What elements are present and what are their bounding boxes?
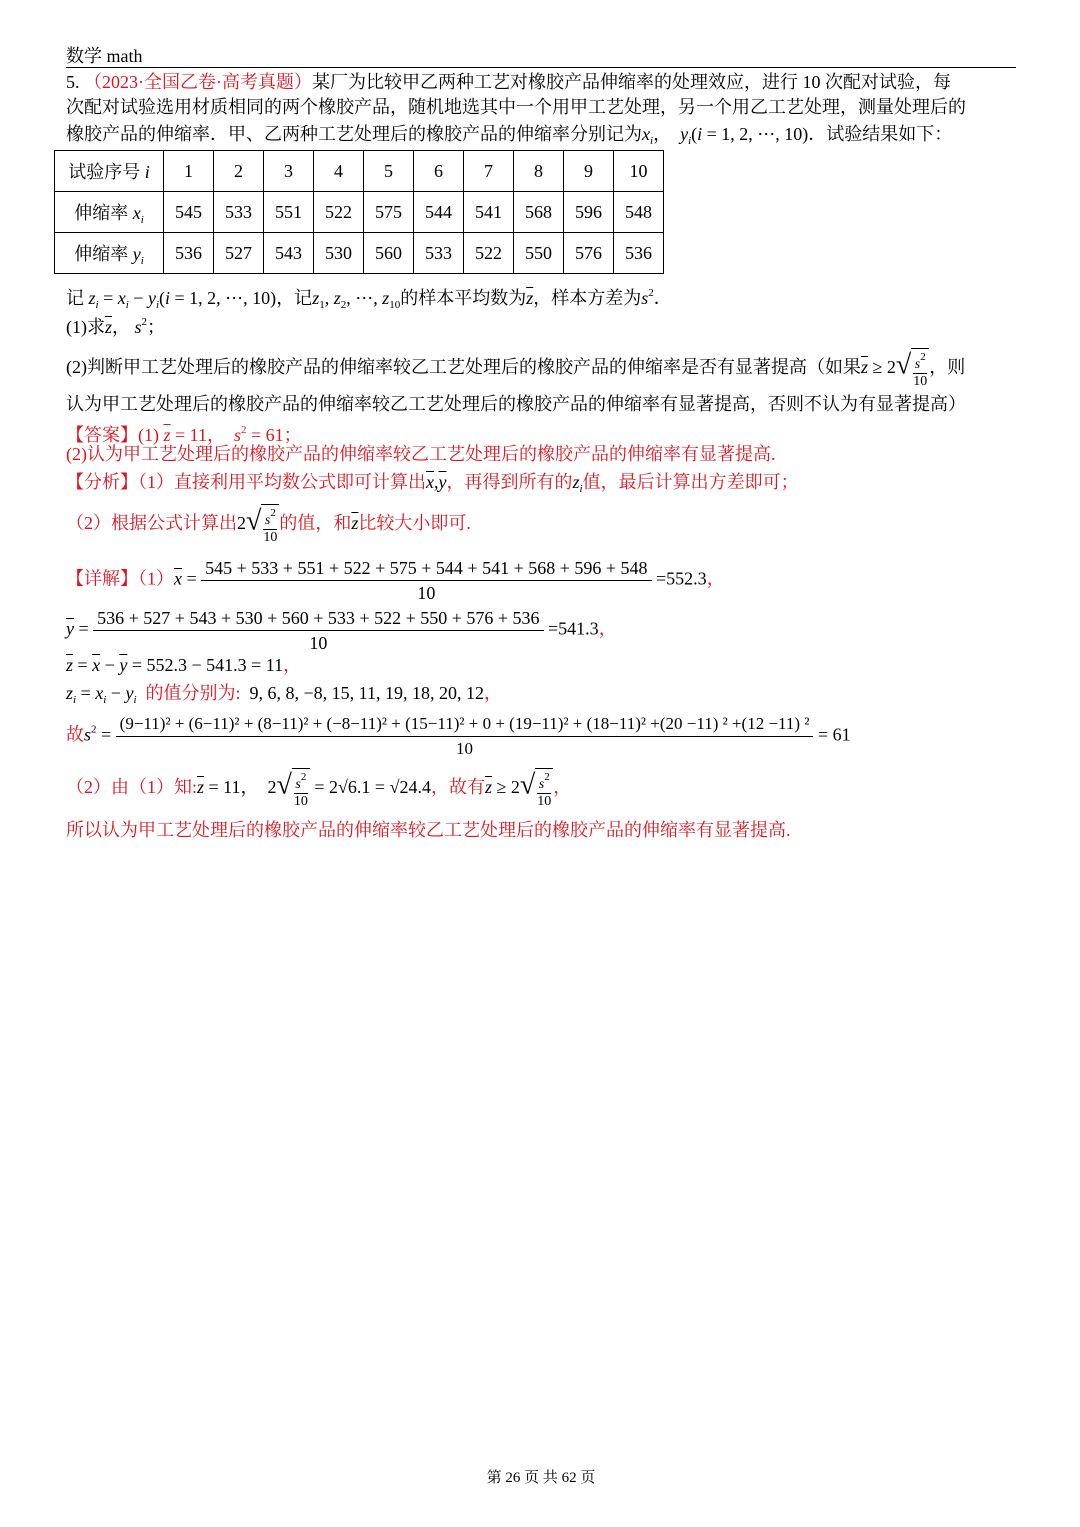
table-cell: 1 — [164, 151, 214, 192]
detail-z-mean: $\overline{z} = \overline{x} - \overline{y} = 552.3 - 541.3 = 11$， — [66, 655, 302, 675]
table-cell: 522 — [314, 192, 364, 233]
table-cell: 536 — [164, 233, 214, 274]
page-footer: 第 26 页 共 62 页 — [486, 1470, 596, 1486]
conclusion-line: 所以认为甲工艺处理后的橡胶产品的伸缩率较乙工艺处理后的橡胶产品的伸缩率有显著提高. — [66, 820, 791, 840]
table-cell: 530 — [314, 233, 364, 274]
table-cell: 551 — [264, 192, 314, 233]
subject-header: 数学 math — [66, 46, 143, 66]
table-row — [55, 192, 664, 233]
table-cell: 6 — [414, 151, 464, 192]
table-cell: 7 — [464, 151, 514, 192]
problem-text-1: 某厂为比较甲乙两种工艺对橡胶产品伸缩率的处理效应，进行 10 次配对试验，每 — [312, 72, 951, 92]
detail-y-mean: $\overline{y}$ = $\frac{536 + 527 + 543 + 530 + 560 + 533 + 522 + 550 + 576 + 536}{10}$ =541.3， — [66, 608, 617, 653]
table-cell: 533 — [214, 192, 264, 233]
table-cell: 548 — [614, 192, 664, 233]
experiment-table — [54, 150, 664, 274]
row-header-index: 试验序号 i — [55, 151, 164, 192]
table-cell: 8 — [514, 151, 564, 192]
question-1: (1)求$\overline{z}$， $s^2$； — [66, 316, 166, 337]
question-2-line-2: 认为甲工艺处理后的橡胶产品的伸缩率较乙工艺处理后的橡胶产品的伸缩率有显著提高，否则不认为有显著提高） — [66, 394, 966, 414]
table-cell: 560 — [364, 233, 414, 274]
document-page — [66, 0, 1016, 1527]
table-cell: 545 — [164, 192, 214, 233]
problem-line-2: 次配对试验选用材质相同的两个橡胶产品，随机地选其中一个用甲工艺处理，另一个用乙工艺处理，测量处理后的 — [66, 97, 966, 117]
analysis-label: 【分析】 — [66, 472, 138, 492]
table-cell: 527 — [214, 233, 264, 274]
definition-line: 记 $z_i = x_i - y_i(i = 1$, 2, ⋯, 10)，记$z_1$, $z_2$, ⋯, $z_{10}$的样本平均数为$\overline{z}$，样本方差为$s^2$． — [66, 287, 672, 311]
header-divider — [66, 67, 1016, 68]
detail-x-mean: 【详解】$(1)\overline{x}$ = $\frac{545 + 533 + 551 + 522 + 575 + 544 + 541 + 568 + 596 + 548}{10}$ =552.3， — [66, 558, 725, 603]
detail-z-values: $z_i = x_i - y_i$ 的值分别为: 9, 6, 8, −8, 15, 11, 19, 18, 20, 12， — [66, 683, 503, 706]
table-cell: 5 — [364, 151, 414, 192]
detail-variance: 故$s^2$ = (9−11)² + (6−11)² + (8−11)² + (−8−11)² + (15−11)² + 0 + (19−11)² + (18−11)² +(20 −11) ² +(12 −11) ² 10 = 61 — [66, 714, 851, 758]
table-cell: 543 — [264, 233, 314, 274]
table-cell: 10 — [614, 151, 664, 192]
table-cell: 544 — [414, 192, 464, 233]
row-header-y: 伸缩率 $y_i$ — [55, 233, 164, 274]
table-cell: 568 — [514, 192, 564, 233]
table-cell: 575 — [364, 192, 414, 233]
table-cell: 3 — [264, 151, 314, 192]
question-2-line-1: (2)判断甲工艺处理后的橡胶产品的伸缩率较乙工艺处理后的橡胶产品的伸缩率是否有显著提高（如果$\overline{z} \ge 2√$ $\frac{s^2}{10}$ ，则 — [66, 349, 966, 389]
table-cell: 9 — [564, 151, 614, 192]
table-cell: 541 — [464, 192, 514, 233]
table-cell: 4 — [314, 151, 364, 192]
problem-line-3: 橡胶产品的伸缩率．甲、乙两种工艺处理后的橡胶产品的伸缩率分别记为$x_i$， $y_i(i = 1$, 2, ⋯, 10)．试验结果如下： — [66, 124, 953, 147]
table-cell: 550 — [514, 233, 564, 274]
problem-line-1 — [66, 70, 951, 94]
problem-source: （2023·全国乙卷·高考真题） — [84, 72, 312, 92]
problem-number: 5. — [66, 72, 80, 92]
analysis-line-2: （2）根据公式计算出2√ $\frac{s^2}{10}$ 的值，和$\overline{z}$比较大小即可. — [66, 505, 471, 545]
table-cell: 596 — [564, 192, 614, 233]
detail-step-2: （2）由（1）知$:\overline{z} = 11$， 2√ $\frac{s^2}{10}$ = 2√6.1 = √24.4，故有$\overline{z} \ge 2√$ $\frac{s^2}{10}$ ， — [66, 769, 572, 809]
analysis-line-1: 【分析】（1）直接利用平均数公式即可计算出$\overline{x},\overline{y}$，再得到所有的$z_i$值，最后计算出方差即可； — [66, 472, 799, 495]
table-cell: 576 — [564, 233, 614, 274]
table-cell: 536 — [614, 233, 664, 274]
answer-line-2: (2)认为甲工艺处理后的橡胶产品的伸缩率较乙工艺处理后的橡胶产品的伸缩率有显著提高. — [66, 444, 776, 464]
table-cell: 533 — [414, 233, 464, 274]
row-header-x: 伸缩率 $x_i$ — [55, 192, 164, 233]
detail-label: 【详解】 — [66, 568, 138, 589]
table-row — [55, 151, 664, 192]
table-cell: 522 — [464, 233, 514, 274]
table-cell: 2 — [214, 151, 264, 192]
table-row — [55, 233, 664, 274]
answer-label: 【答案】 — [66, 425, 138, 445]
answer-line-1: 【答案】(1) $\overline{z} = 11$， $s^2 = 61$； — [66, 424, 302, 445]
